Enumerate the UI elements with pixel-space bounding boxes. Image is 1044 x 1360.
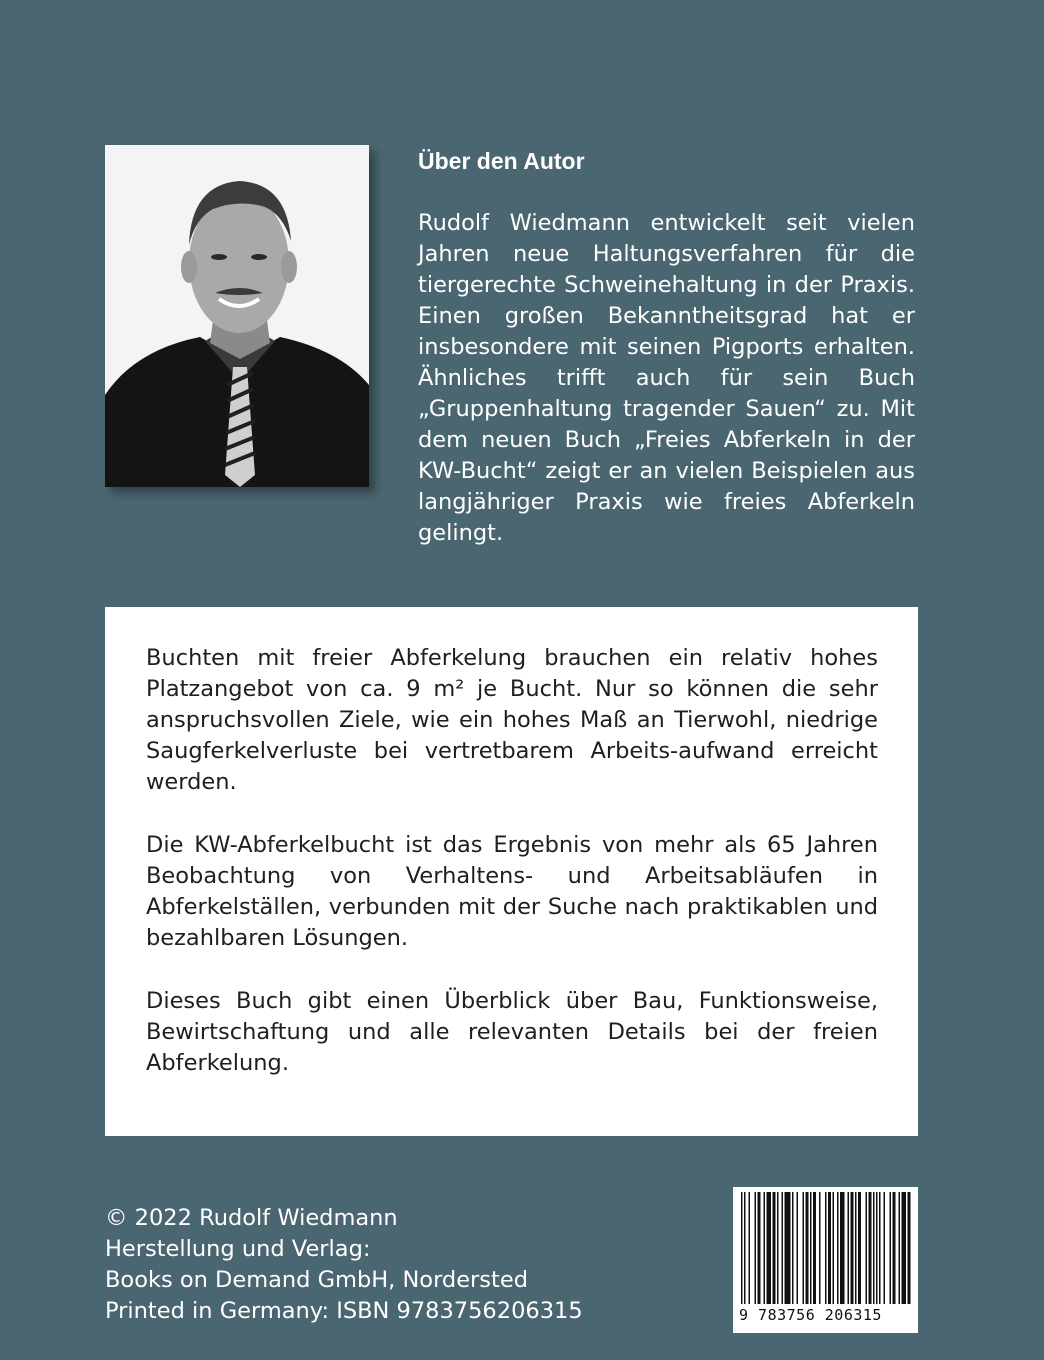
barcode-bar	[749, 1192, 751, 1304]
barcode-bar	[741, 1192, 743, 1304]
blurb-paragraph: Die KW-Abferkelbucht ist das Ergebnis von mehr als 65 Jahren Beobachtung von Verhaltens- und Arbeitsabläufen in Abferkelställen, verbunden mit der Suche nach praktikablen und bezahlbaren Lösungen.	[146, 832, 878, 951]
blurb-paragraph: Dieses Buch gibt einen Überblick über Bau, Funktionsweise, Bewirtschaftung und alle relevanten Details bei der freien Abferkelung.	[146, 988, 878, 1076]
barcode-bar	[806, 1192, 809, 1304]
publisher-label: Herstellung und Verlag:	[105, 1236, 371, 1262]
barcode-bar	[869, 1192, 872, 1304]
blurb-box	[105, 607, 918, 1136]
barcode-bar	[813, 1192, 816, 1304]
barcode-bar	[773, 1192, 776, 1304]
barcode-bar	[840, 1192, 845, 1304]
barcode-bar	[744, 1192, 746, 1304]
isbn-barcode	[733, 1187, 918, 1333]
barcode-bar	[810, 1192, 812, 1304]
imprint	[105, 1203, 583, 1327]
barcode-bar	[782, 1192, 784, 1304]
barcode-bar	[785, 1192, 791, 1304]
barcode-bar	[819, 1192, 821, 1304]
barcode-digits: 9 783756 206315	[739, 1306, 882, 1324]
barcode-bar	[851, 1192, 854, 1304]
barcode-bar	[884, 1192, 886, 1304]
isbn-line: Printed in Germany: ISBN 9783756206315	[105, 1298, 583, 1324]
barcode-bar	[758, 1192, 761, 1304]
barcode-bar	[797, 1192, 799, 1304]
barcode-bar	[767, 1192, 772, 1304]
barcode-bar	[890, 1192, 892, 1304]
author-heading: Über den Autor	[418, 148, 585, 174]
barcode-bar	[833, 1192, 835, 1304]
blurb-paragraph: Buchten mit freier Abferkelung brauchen ein relativ hohes Platzangebot von ca. 9 m² je Bucht. Nur so können die sehr anspruchsvollen Ziele, wie ein hohes Maß an Tierwohl, niedrige Saugferkelverluste bei vertretbarem Arbeits-aufwand erreicht werden.	[146, 645, 878, 795]
barcode-bar	[866, 1192, 868, 1304]
barcode-bar	[828, 1192, 831, 1304]
author-photo	[105, 145, 369, 487]
barcode-bar	[893, 1192, 896, 1304]
barcode-bar	[764, 1192, 766, 1304]
copyright-line: © 2022 Rudolf Wiedmann	[105, 1205, 398, 1231]
barcode-bar	[755, 1192, 757, 1304]
barcode-bar	[879, 1192, 881, 1304]
barcode-bar	[902, 1192, 907, 1304]
barcode-bar	[777, 1192, 779, 1304]
barcode-bar	[908, 1192, 911, 1304]
barcode-bar	[876, 1192, 878, 1304]
barcode-bar	[803, 1192, 805, 1304]
barcode-bars	[739, 1192, 912, 1304]
publisher-line: Books on Demand GmbH, Nordersted	[105, 1267, 528, 1293]
barcode-bar	[855, 1192, 857, 1304]
barcode-bar	[825, 1192, 827, 1304]
barcode-bar	[848, 1192, 850, 1304]
barcode-bar	[873, 1192, 875, 1304]
barcode-bar	[837, 1192, 839, 1304]
barcode-bar	[792, 1192, 794, 1304]
barcode-bar	[858, 1192, 861, 1304]
author-bio: Rudolf Wiedmann entwickelt seit vielen Jahren neue Haltungsverfahren für die tiergerechte Schweinehaltung in der Praxis. Einen großen Bekanntheitsgrad hat er insbesondere mit seinen Pigports erhalten. Ähnliches trifft auch für sein Buch „Gruppenhaltung tragender Sauen“ zu. Mit dem neuen Buch „Freies Abferkeln in der KW-Bucht“ zeigt er an vielen Beispielen aus langjähriger Praxis wie freies Abferkeln gelingt.	[418, 210, 915, 546]
barcode-bar	[899, 1192, 901, 1304]
